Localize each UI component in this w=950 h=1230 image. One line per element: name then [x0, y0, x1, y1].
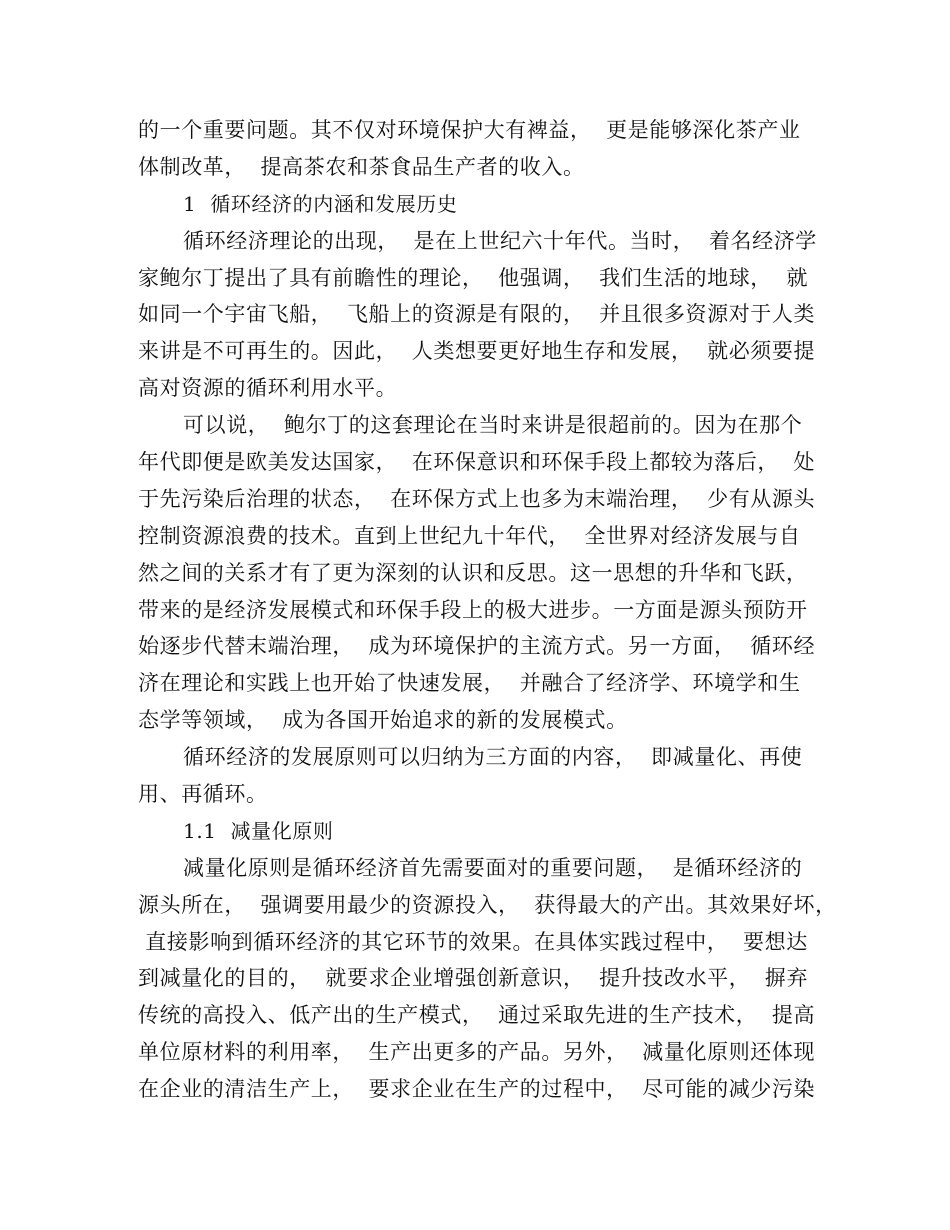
paragraph-line: 如同一个宇宙飞船， 飞船上的资源是有限的， 并且很多资源对于人类 [138, 302, 816, 327]
paragraph-line: 控制资源浪费的技术。直到上世纪九十年代， 全世界对经济发展与自 [138, 523, 801, 548]
paragraph-line: 直接影响到循环经济的其它环节的效果。在具体实践过程中， 要想达 [138, 929, 808, 954]
section-heading-line: 1 循环经济的内涵和发展历史 [183, 191, 458, 216]
section-heading-line: 1.1 减量化原则 [183, 818, 334, 843]
paragraph-line: 循环经济理论的出现， 是在上世纪六十年代。当时， 着名经济学 [183, 228, 817, 253]
paragraph-line: 单位原材料的利用率， 生产出更多的产品。另外， 减量化原则还体现 [138, 1040, 816, 1065]
paragraph-line: 用、再循环。 [138, 782, 268, 807]
paragraph-line: 家鲍尔丁提出了具有前瞻性的理论， 他强调， 我们生活的地球， 就 [138, 265, 809, 290]
paragraph-line: 源头所在， 强调要用最少的资源投入， 获得最大的产出。其效果好坏， [138, 892, 837, 917]
paragraph-line: 来讲是不可再生的。因此， 人类想要更好地生存和发展， 就必须要提 [138, 339, 816, 364]
paragraph-line: 在企业的清洁生产上， 要求企业在生产的过程中， 尽可能的减少污染 [138, 1077, 816, 1102]
paragraph-line: 高对资源的循环利用水平。 [138, 376, 398, 401]
paragraph-line: 态学等领域， 成为各国开始追求的新的发展模式。 [138, 708, 628, 733]
paragraph-line: 然之间的关系才有了更为深刻的认识和反思。这一思想的升华和飞跃， [138, 560, 808, 585]
paragraph-line: 传统的高投入、低产出的生产模式， 通过采取先进的生产技术， 提高 [138, 1003, 816, 1028]
paragraph-line: 带来的是经济发展模式和环保手段上的极大进步。一方面是源头预防开 [138, 597, 808, 622]
paragraph-line: 年代即便是欧美发达国家， 在环保意识和环保手段上都较为落后， 处 [138, 450, 816, 475]
paragraph-line: 始逐步代替末端治理， 成为环境保护的主流方式。另一方面， 循环经 [138, 634, 816, 659]
document-body [138, 112, 837, 1108]
paragraph-line: 减量化原则是循环经济首先需要面对的重要问题， 是循环经济的 [183, 855, 803, 880]
paragraph-line: 循环经济的发展原则可以归纳为三方面的内容， 即减量化、再使 [183, 745, 803, 770]
paragraph-line: 于先污染后治理的状态， 在环保方式上也多为末端治理， 少有从源头 [138, 486, 816, 511]
paragraph-line: 到减量化的目的， 就要求企业增强创新意识， 提升技改水平， 摒弃 [138, 966, 809, 991]
paragraph-line: 的一个重要问题。其不仅对环境保护大有裨益， 更是能够深化茶产业 [138, 118, 801, 142]
paragraph-line: 济在理论和实践上也开始了快速发展， 并融合了经济学、环境学和生 [138, 671, 801, 696]
paragraph-line: 体制改革， 提高茶农和茶食品生产者的收入。 [138, 154, 585, 179]
paragraph-line: 可以说， 鲍尔丁的这套理论在当时来讲是很超前的。因为在那个 [183, 413, 803, 438]
